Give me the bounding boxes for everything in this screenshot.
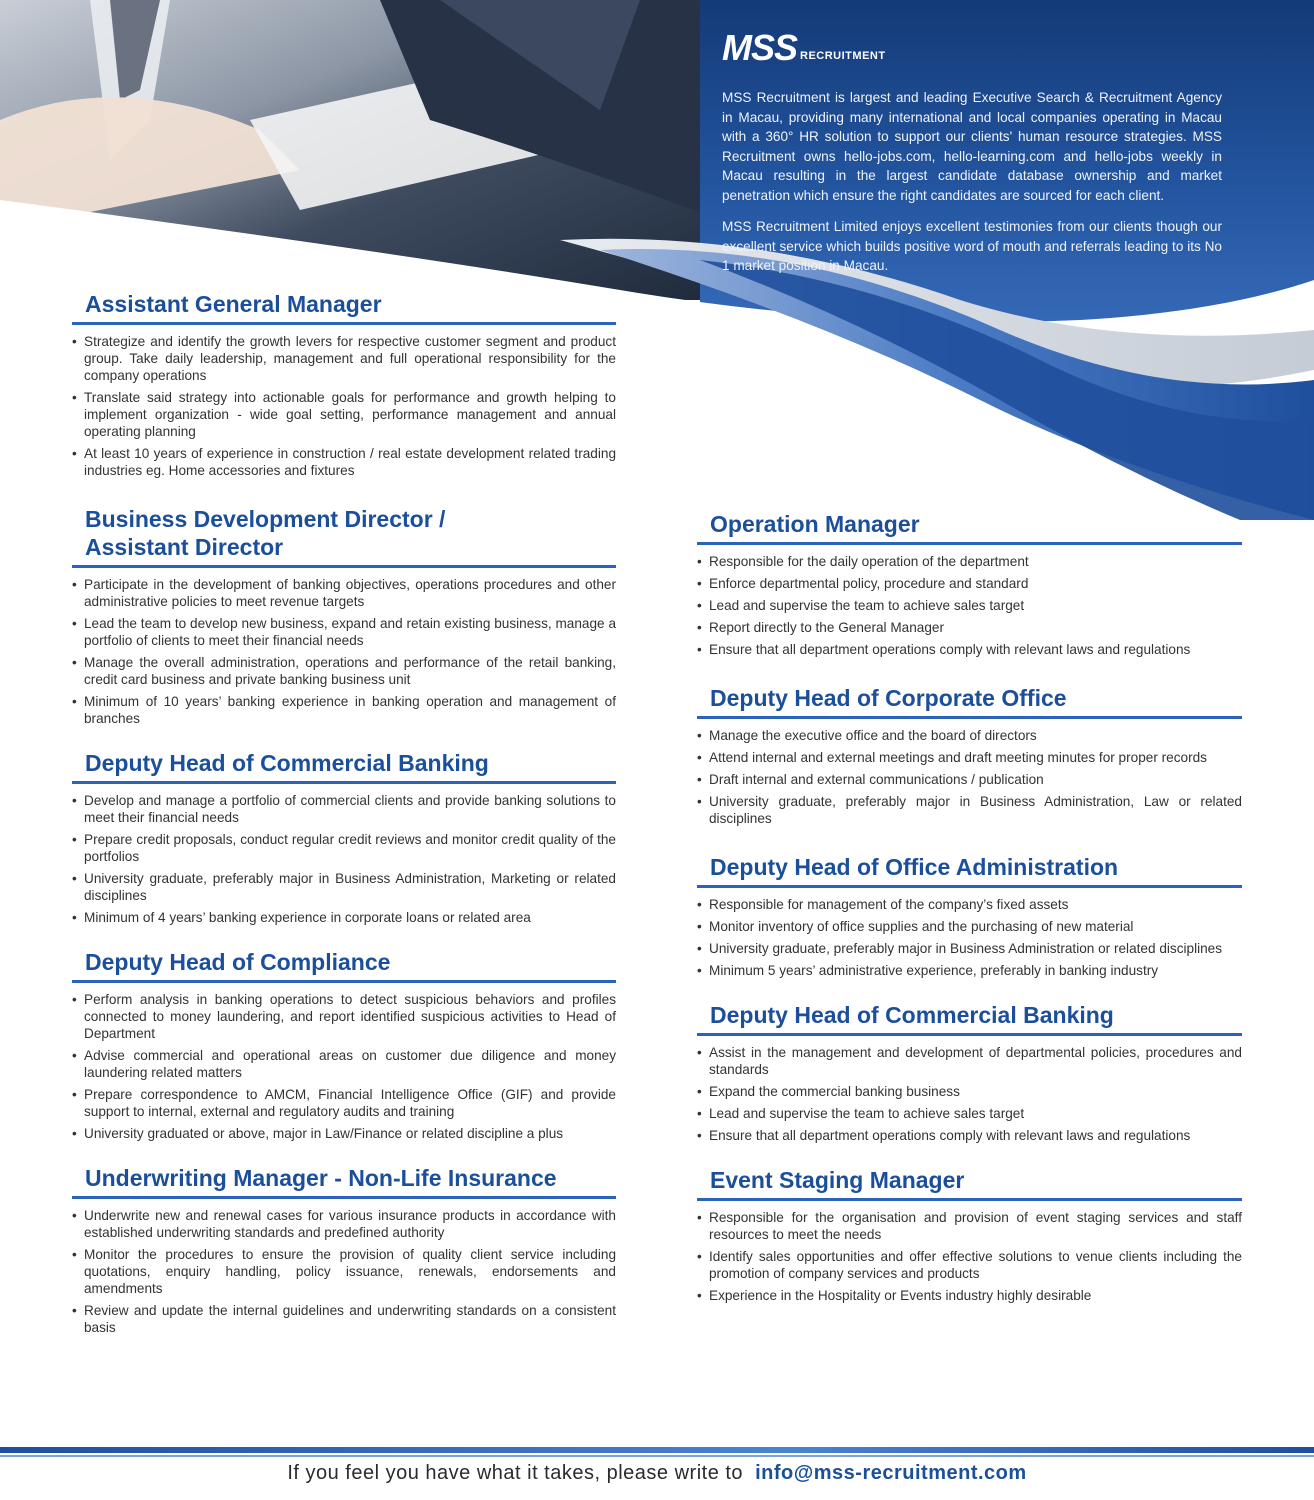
job-bullet: • Perform analysis in banking operations to detect suspicious behaviors and profiles connected to money laundering, and report identified suspicious activities to Head of Department	[72, 991, 616, 1042]
job-listing	[697, 1166, 1242, 1304]
job-listing	[72, 948, 616, 1142]
logo-main: MSS	[722, 27, 798, 68]
job-bullet: • Lead and supervise the team to achieve sales target	[697, 1105, 1242, 1122]
contact-email-link[interactable]: info@mss-recruitment.com	[755, 1462, 1027, 1484]
job-bullet: • Minimum 5 years’ administrative experience, preferably in banking industry	[697, 962, 1242, 979]
job-bullet: • University graduate, preferably major in Business Administration, Law or related disciplines	[697, 793, 1242, 827]
job-bullet: • Participate in the development of banking objectives, operations procedures and other administrative policies to meet revenue targets	[72, 576, 616, 610]
job-bullet: • Draft internal and external communications / publication	[697, 771, 1242, 788]
job-listing	[72, 749, 616, 926]
brand-block	[722, 27, 1222, 288]
job-title: Deputy Head of Commercial Banking	[72, 749, 616, 784]
left-column	[72, 290, 616, 1356]
job-bullets	[697, 896, 1242, 979]
job-bullet: • Lead the team to develop new business, expand and retain existing business, manage a portfolio of clients to meet their financial needs	[72, 615, 616, 649]
job-bullets	[72, 991, 616, 1142]
job-bullet: • Minimum of 10 years’ banking experience in banking operation and management of branches	[72, 693, 616, 727]
job-bullets	[697, 1209, 1242, 1304]
job-bullet: • Monitor inventory of office supplies and the purchasing of new material	[697, 918, 1242, 935]
job-listing	[72, 505, 616, 727]
job-bullet: • Enforce departmental policy, procedure and standard	[697, 575, 1242, 592]
job-bullet: • Expand the commercial banking business	[697, 1083, 1242, 1100]
job-bullet: • Prepare correspondence to AMCM, Financial Intelligence Office (GIF) and provide support to internal, external and regulatory audits and training	[72, 1086, 616, 1120]
logo-sub: RECRUITMENT	[800, 50, 886, 62]
job-bullet: • Minimum of 4 years’ banking experience in corporate loans or related area	[72, 909, 616, 926]
job-bullet: • Responsible for management of the company’s fixed assets	[697, 896, 1242, 913]
job-bullet: • Manage the executive office and the board of directors	[697, 727, 1242, 744]
job-listing	[72, 290, 616, 479]
job-bullet: • Assist in the management and development of departmental policies, procedures and standards	[697, 1044, 1242, 1078]
job-bullet: • Responsible for the daily operation of the department	[697, 553, 1242, 570]
job-listing	[697, 1001, 1242, 1144]
job-bullets	[72, 792, 616, 926]
job-bullet: • Monitor the procedures to ensure the provision of quality client service including quotations, enquiry handling, policy issuance, renewals, endorsements and amendments	[72, 1246, 616, 1297]
job-title: Business Development Director / Assistant Director	[85, 506, 446, 560]
footer-callout	[0, 1462, 1314, 1485]
job-bullet: • Responsible for the organisation and provision of event staging services and staff resources to meet the needs	[697, 1209, 1242, 1243]
job-listing	[697, 684, 1242, 827]
footer-rule	[0, 1447, 1314, 1453]
company-logo	[722, 27, 1222, 68]
job-bullet: • Attend internal and external meetings and draft meeting minutes for proper records	[697, 749, 1242, 766]
job-bullets	[697, 553, 1242, 658]
job-bullet: • Manage the overall administration, operations and performance of the retail banking, credit card business and private banking business unit	[72, 654, 616, 688]
job-title: Underwriting Manager - Non-Life Insurance	[72, 1164, 616, 1199]
intro-paragraph: MSS Recruitment is largest and leading Executive Search & Recruitment Agency in Macau, providing many international and local companies operating in Macau with a 360° HR solution to support our clients' human resource strategies. MSS Recruitment owns hello-jobs.com, hello-learning.com and hello-jobs weekly in Macau resulting in the largest candidate database ownership and market penetration which ensure the right candidates are sourced for each client.	[722, 90, 1222, 203]
job-title: Deputy Head of Commercial Banking	[697, 1001, 1242, 1036]
job-title: Deputy Head of Compliance	[72, 948, 616, 983]
intro-text	[722, 88, 1222, 276]
intro-paragraph: MSS Recruitment Limited enjoys excellent testimonies from our clients though our excellent service which builds positive word of mouth and referrals leading to its No 1 market position in Macau.	[722, 219, 1222, 273]
right-column	[697, 510, 1242, 1324]
footer-rule-thin	[0, 1455, 1314, 1457]
job-listing	[697, 853, 1242, 979]
job-bullet: • University graduated or above, major in Law/Finance or related discipline a plus	[72, 1125, 616, 1142]
job-bullet: • Prepare credit proposals, conduct regular credit reviews and monitor credit quality of the portfolios	[72, 831, 616, 865]
job-bullets	[697, 727, 1242, 827]
job-title: Deputy Head of Office Administration	[697, 853, 1242, 888]
job-bullet: • Review and update the internal guidelines and underwriting standards on a consistent basis	[72, 1302, 616, 1336]
job-bullet: • Ensure that all department operations comply with relevant laws and regulations	[697, 1127, 1242, 1144]
job-bullet: • University graduate, preferably major in Business Administration or related disciplines	[697, 940, 1242, 957]
job-bullet: • University graduate, preferably major in Business Administration, Marketing or related disciplines	[72, 870, 616, 904]
job-title: Event Staging Manager	[697, 1166, 1242, 1201]
job-bullets	[72, 1207, 616, 1336]
job-bullet: • Strategize and identify the growth levers for respective customer segment and product group. Take daily leadership, management and full operational responsibility for the company operations	[72, 333, 616, 384]
job-title: Deputy Head of Corporate Office	[697, 684, 1242, 719]
job-bullet: • Underwrite new and renewal cases for various insurance products in accordance with established underwriting standards and predefined authority	[72, 1207, 616, 1241]
job-bullets	[697, 1044, 1242, 1144]
job-bullets	[72, 333, 616, 479]
job-listing	[697, 510, 1242, 658]
job-bullets	[72, 576, 616, 727]
job-bullet: • Ensure that all department operations comply with relevant laws and regulations	[697, 641, 1242, 658]
job-title: Assistant General Manager	[72, 290, 616, 325]
job-bullet: • Lead and supervise the team to achieve sales target	[697, 597, 1242, 614]
job-bullet: • Identify sales opportunities and offer effective solutions to venue clients including the promotion of company services and products	[697, 1248, 1242, 1282]
job-bullet: • At least 10 years of experience in construction / real estate development related trading industries eg. Home accessories and fixtures	[72, 445, 616, 479]
job-title: Operation Manager	[697, 510, 1242, 545]
job-bullet: • Advise commercial and operational areas on customer due diligence and money laundering related matters	[72, 1047, 616, 1081]
job-bullet: • Develop and manage a portfolio of commercial clients and provide banking solutions to meet their financial needs	[72, 792, 616, 826]
job-listing	[72, 1164, 616, 1336]
footer-message: If you feel you have what it takes, please write to	[287, 1462, 744, 1484]
job-bullet: • Translate said strategy into actionable goals for performance and growth helping to implement organization - wide goal setting, performance management and annual operating planning	[72, 389, 616, 440]
job-bullet: • Experience in the Hospitality or Events industry highly desirable	[697, 1287, 1242, 1304]
job-bullet: • Report directly to the General Manager	[697, 619, 1242, 636]
